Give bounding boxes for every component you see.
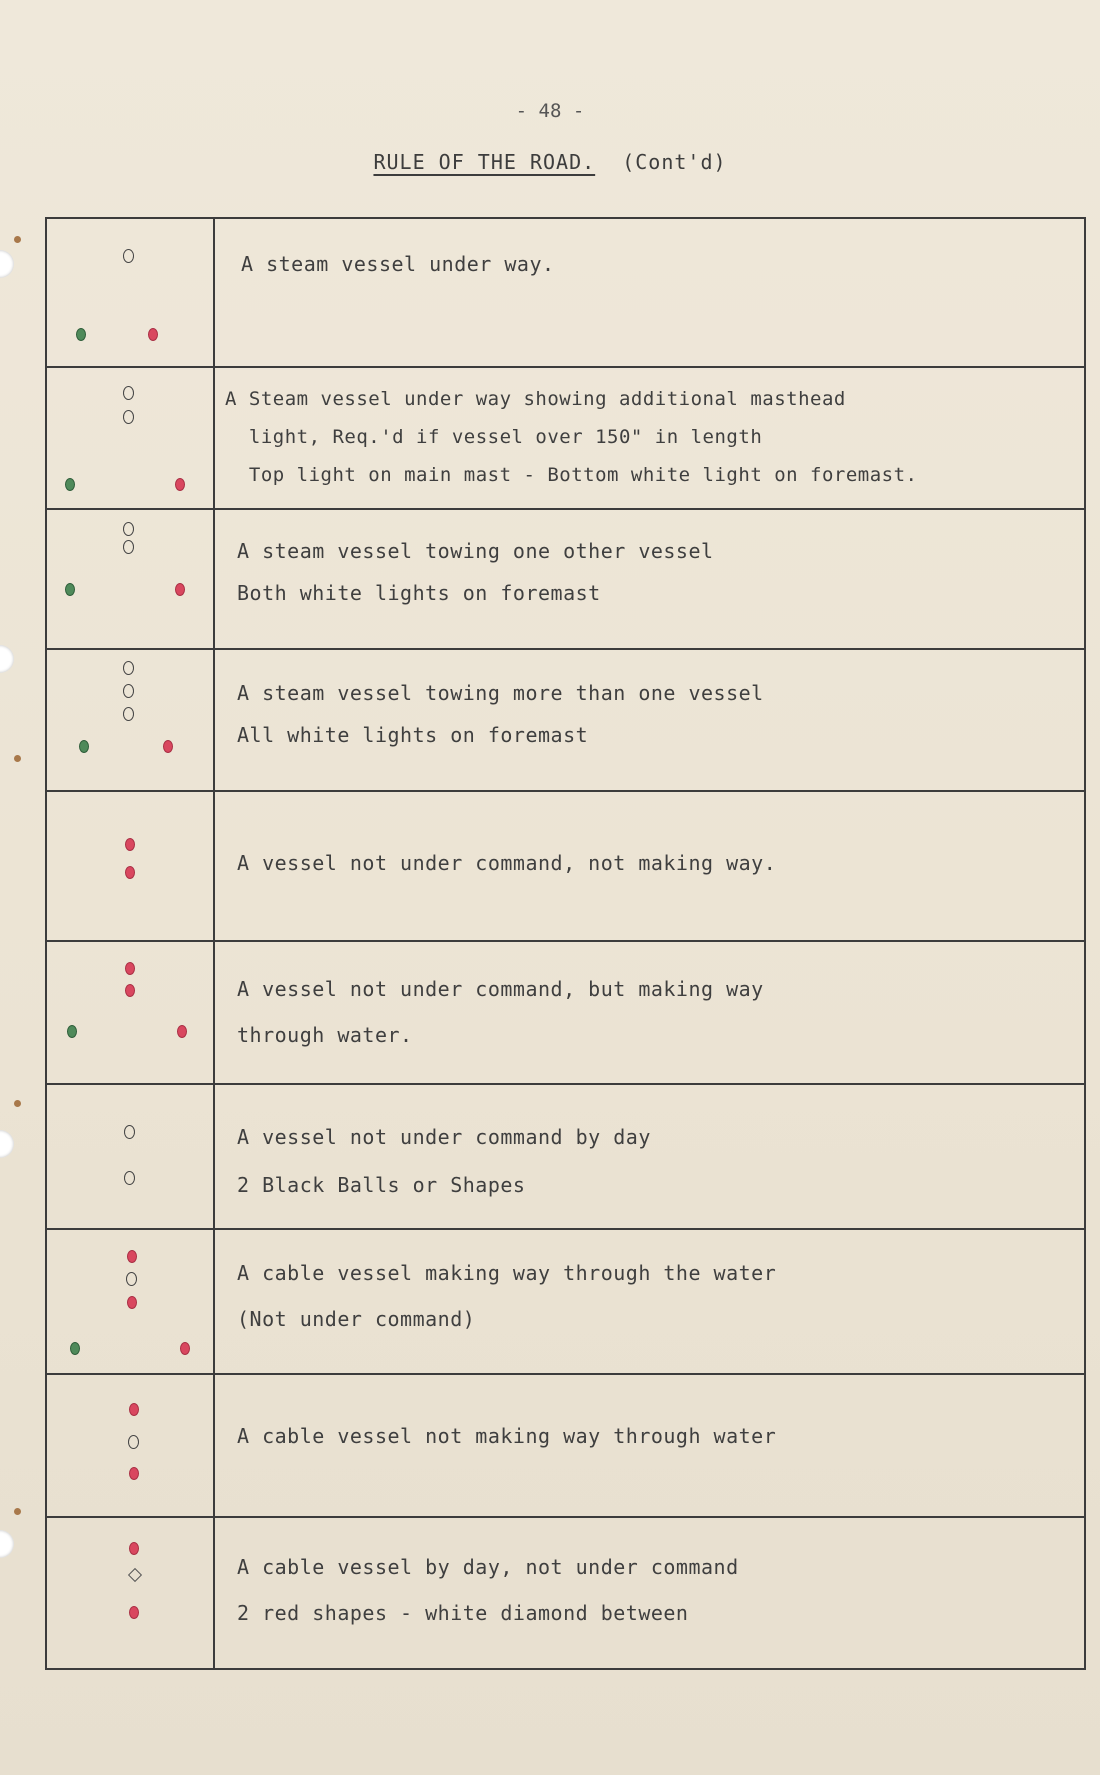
- row-description: [215, 219, 1084, 366]
- description-line: A steam vessel towing more than one vessel: [237, 681, 764, 705]
- lights-diagram: [47, 1230, 215, 1373]
- black-ball-icon: [124, 1171, 135, 1185]
- red-light-icon: [129, 1467, 139, 1480]
- title-main: RULE OF THE ROAD.: [373, 150, 596, 174]
- description-line: light, Req.'d if vessel over 150" in length: [225, 426, 763, 448]
- lights-diagram: [47, 942, 215, 1083]
- white-light-icon: [123, 684, 134, 698]
- table-row: [47, 650, 1084, 792]
- red-light-icon: [163, 740, 173, 753]
- red-light-icon: [177, 1025, 187, 1038]
- row-description: [215, 792, 1084, 940]
- row-description: [215, 510, 1084, 648]
- description-line: 2 Black Balls or Shapes: [237, 1173, 526, 1197]
- lights-diagram: [47, 510, 215, 648]
- white-light-icon: [126, 1272, 137, 1286]
- row-description: [215, 1375, 1084, 1516]
- white-light-icon: [128, 1435, 139, 1449]
- black-ball-icon: [124, 1125, 135, 1139]
- description-line: A vessel not under command, but making way: [237, 977, 764, 1001]
- green-light-icon: [67, 1025, 77, 1038]
- description-line: Both white lights on foremast: [237, 581, 601, 605]
- row-description: [215, 368, 1084, 508]
- table-row: [47, 1085, 1084, 1230]
- binder-hole: [0, 250, 14, 278]
- row-description: [215, 1230, 1084, 1373]
- description-line: 2 red shapes - white diamond between: [237, 1601, 689, 1625]
- table-row: [47, 1230, 1084, 1375]
- description-line: A steam vessel towing one other vessel: [237, 539, 714, 563]
- description-line: A cable vessel making way through the water: [237, 1261, 777, 1285]
- red-light-icon: [125, 984, 135, 997]
- page-number: - 48 -: [515, 100, 585, 122]
- lights-diagram: [47, 1375, 215, 1516]
- binder-hole: [0, 645, 14, 673]
- description-line: A cable vessel not making way through water: [237, 1424, 777, 1448]
- red-light-icon: [148, 328, 158, 341]
- row-description: [215, 1085, 1084, 1228]
- description-line: Top light on main mast - Bottom white light on foremast.: [225, 464, 918, 486]
- binder-hole: [0, 1130, 14, 1158]
- red-light-icon: [127, 1250, 137, 1263]
- white-light-icon: [123, 249, 134, 263]
- table-row: [47, 368, 1084, 510]
- lights-diagram: [47, 1518, 215, 1668]
- white-light-icon: [123, 661, 134, 675]
- red-shape-icon: [129, 1542, 139, 1555]
- table-row: [47, 510, 1084, 650]
- description-line: A steam vessel under way.: [241, 252, 555, 276]
- red-light-icon: [125, 866, 135, 879]
- lights-diagram: [47, 650, 215, 790]
- green-light-icon: [65, 478, 75, 491]
- red-shape-icon: [129, 1606, 139, 1619]
- white-light-icon: [123, 540, 134, 554]
- row-description: [215, 1518, 1084, 1668]
- row-description: [215, 942, 1084, 1083]
- description-line: All white lights on foremast: [237, 723, 589, 747]
- table-row: [47, 1518, 1084, 1668]
- red-light-icon: [127, 1296, 137, 1309]
- table-row: [47, 942, 1084, 1085]
- description-line: A Steam vessel under way showing additional masthead: [225, 388, 846, 410]
- lights-diagram: [47, 1085, 215, 1228]
- white-diamond-icon: [128, 1568, 142, 1582]
- title-suffix: (Cont'd): [622, 150, 727, 174]
- table-row: [47, 219, 1084, 368]
- red-light-icon: [129, 1403, 139, 1416]
- description-line: through water.: [237, 1023, 413, 1047]
- red-light-icon: [175, 583, 185, 596]
- description-line: A cable vessel by day, not under command: [237, 1555, 739, 1579]
- white-light-icon: [123, 410, 134, 424]
- green-light-icon: [76, 328, 86, 341]
- white-light-icon: [123, 386, 134, 400]
- red-light-icon: [125, 838, 135, 851]
- lights-diagram: [47, 792, 215, 940]
- table-row: [47, 1375, 1084, 1518]
- rust-stain: [14, 1100, 21, 1107]
- lights-diagram: [47, 219, 215, 366]
- red-light-icon: [180, 1342, 190, 1355]
- lights-table: [45, 217, 1086, 1670]
- rust-stain: [14, 236, 21, 243]
- white-light-icon: [123, 707, 134, 721]
- red-light-icon: [125, 962, 135, 975]
- green-light-icon: [70, 1342, 80, 1355]
- rust-stain: [14, 755, 21, 762]
- lights-diagram: [47, 368, 215, 508]
- row-description: [215, 650, 1084, 790]
- table-row: [47, 792, 1084, 942]
- green-light-icon: [79, 740, 89, 753]
- green-light-icon: [65, 583, 75, 596]
- description-line: A vessel not under command by day: [237, 1125, 651, 1149]
- binder-hole: [0, 1530, 14, 1558]
- page-title: [0, 150, 1100, 174]
- red-light-icon: [175, 478, 185, 491]
- rust-stain: [14, 1508, 21, 1515]
- description-line: (Not under command): [237, 1307, 476, 1331]
- description-line: A vessel not under command, not making way.: [237, 851, 777, 875]
- white-light-icon: [123, 522, 134, 536]
